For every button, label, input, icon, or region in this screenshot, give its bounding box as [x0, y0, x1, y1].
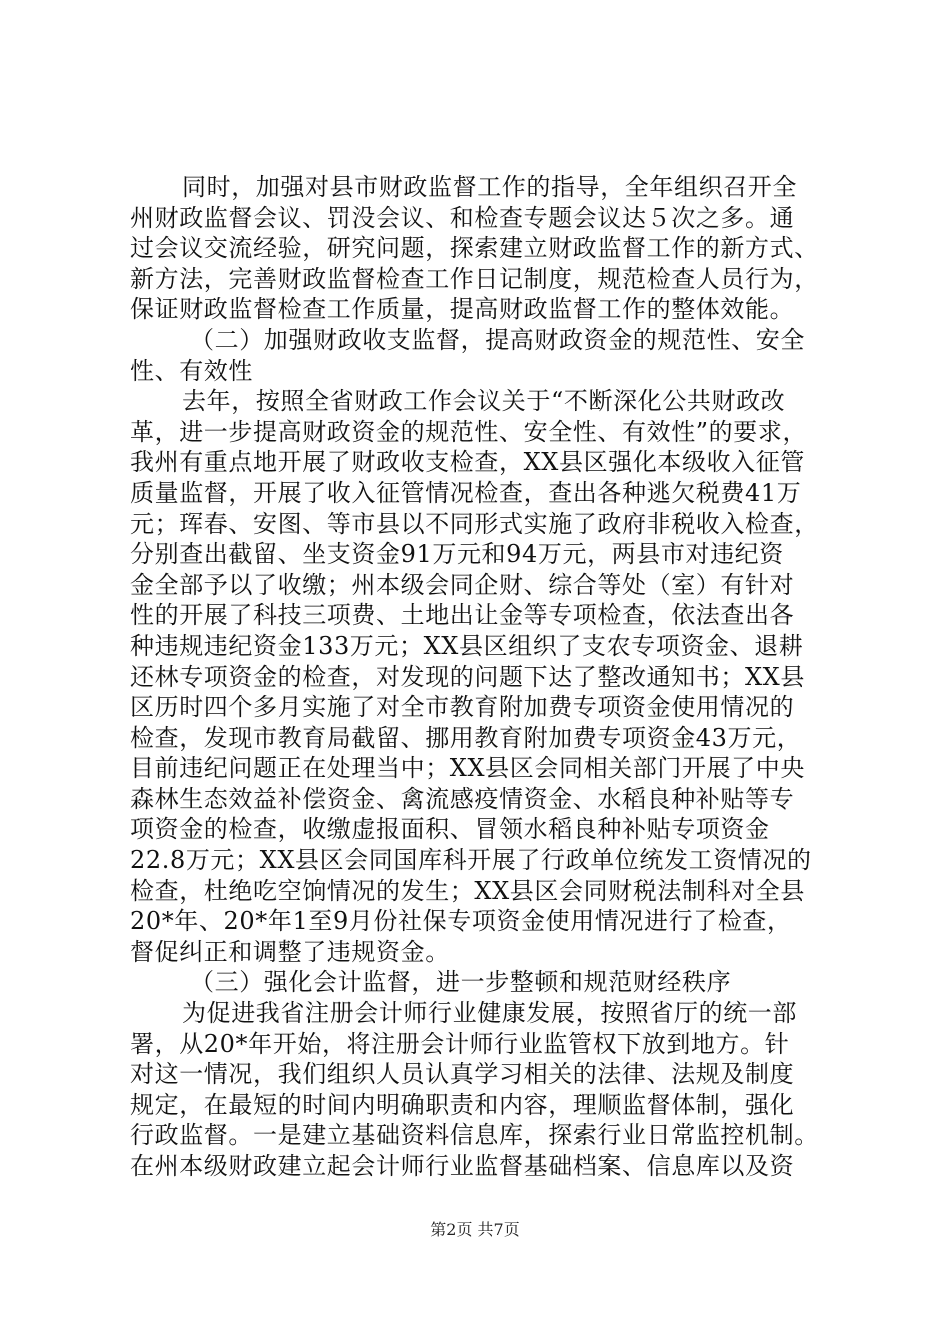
paragraph-line: 署，从20*年开始，将注册会计师行业监管权下放到地方。针 [130, 1029, 790, 1058]
paragraph-line: 22.8万元；XX县区会同国库科开展了行政单位统发工资情况的 [130, 846, 812, 875]
section-heading-cont: 性、有效性 [130, 356, 253, 385]
document-body [130, 172, 828, 1182]
paragraph-line: 在州本级财政建立起会计师行业监督基础档案、信息库以及资 [130, 1152, 795, 1180]
paragraph-line: 森林生态效益补偿资金、禽流感疫情资金、水稻良种补贴等专 [130, 784, 795, 813]
paragraph-line: 对这一情况，我们组织人员认真学习相关的法律、法规及制度 [130, 1060, 795, 1089]
paragraph-line: 检查，发现市教育局截留、挪用教育附加费专项资金43万元， [130, 723, 802, 752]
paragraph-line: 目前违纪问题正在处理当中；XX县区会同相关部门开展了中央 [130, 754, 805, 783]
paragraph-line: 同时，加强对县市财政监督工作的指导，全年组织召开全 [182, 173, 797, 201]
paragraph-line: 我州有重点地开展了财政收支检查，XX县区强化本级收入征管 [130, 448, 805, 477]
paragraph-line: 检查，杜绝吃空饷情况的发生；XX县区会同财税法制科对全县 [130, 876, 805, 905]
paragraph-line: 行政监督。一是建立基础资料信息库，探索行业日常监控机制。 [130, 1121, 819, 1150]
page-number: 第2页 共7页 [430, 1220, 520, 1239]
paragraph-line: 新方法，完善财政监督检查工作日记制度，规范检查人员行为， [130, 264, 819, 293]
paragraph-line: 20*年、20*年1至9月份社保专项资金使用情况进行了检查， [130, 907, 792, 936]
paragraph-line: 种违规违纪资金133万元；XX县区组织了支农专项资金、退耕 [130, 631, 804, 660]
paragraph-line: 过会议交流经验，研究问题，探索建立财政监督工作的新方式、 [130, 234, 819, 263]
paragraph-line: 分别查出截留、坐支资金91万元和94万元，两县市对违纪资 [130, 540, 784, 569]
paragraph-line: 质量监督，开展了收入征管情况检查，查出各种逃欠税费41万 [130, 478, 802, 507]
paragraph-line: 规定，在最短的时间内明确职责和内容，理顺监督体制，强化 [130, 1090, 795, 1119]
paragraph-line: 革，进一步提高财政资金的规范性、安全性、有效性”的要求， [130, 417, 808, 446]
paragraph-line: 还林专项资金的检查，对发现的问题下达了整改通知书；XX县 [130, 662, 805, 691]
paragraph-line: 州财政监督会议、罚没会议、和检查专题会议达５次之多。通 [130, 203, 795, 232]
paragraph-line: 金全部予以了收缴；州本级会同企财、综合等处（室）有针对 [130, 570, 795, 599]
paragraph-line: 督促纠正和调整了违规资金。 [130, 937, 450, 966]
page-footer [0, 1217, 950, 1240]
paragraph-line: 区历时四个多月实施了对全市教育附加费专项资金使用情况的 [130, 693, 795, 722]
paragraph-line: 项资金的检查，收缴虚报面积、冒领水稻良种补贴专项资金 [130, 815, 770, 844]
paragraph-line: 为促进我省注册会计师行业健康发展，按照省厅的统一部 [182, 999, 797, 1028]
paragraph-line: 保证财政监督检查工作质量，提高财政监督工作的整体效能。 [130, 295, 795, 324]
section-heading: （三）强化会计监督，进一步整顿和规范财经秩序 [190, 968, 732, 997]
paragraph-line: 元；珲春、安图、等市县以不同形式实施了政府非税收入检查， [130, 509, 819, 538]
paragraph-line: 性的开展了科技三项费、土地出让金等专项检查，依法查出各 [130, 601, 795, 630]
paragraph-line: 去年，按照全省财政工作会议关于“不断深化公共财政改 [182, 387, 786, 416]
section-heading: （二）加强财政收支监督，提高财政资金的规范性、安全 [190, 325, 805, 354]
